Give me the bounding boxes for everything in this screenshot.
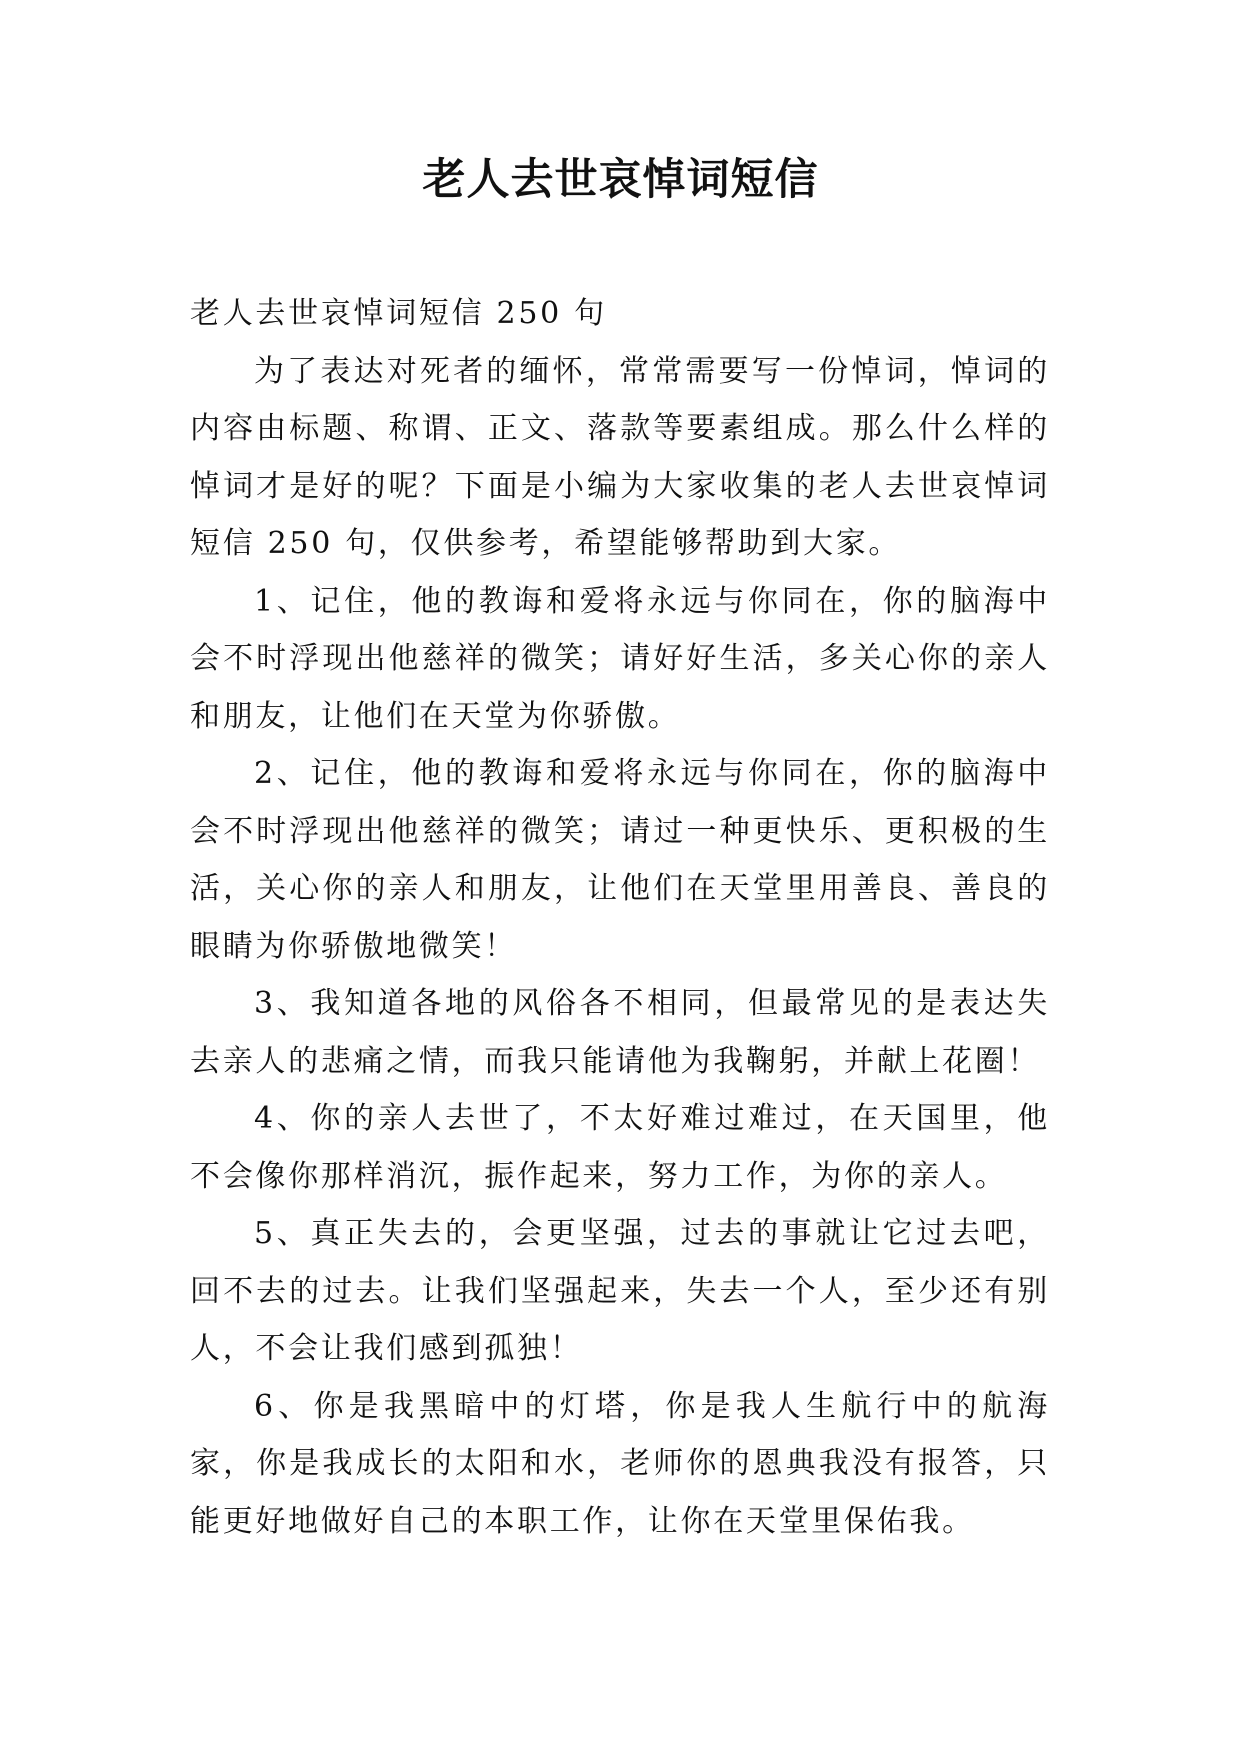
list-item: 3、我知道各地的风俗各不相同，但最常见的是表达失去亲人的悲痛之情，而我只能请他为我鞠躬，并献上花圈！ [190, 986, 1050, 1079]
list-item: 4、你的亲人去世了，不太好难过难过，在天国里，他不会像你那样消沉，振作起来，努力工作，为你的亲人。 [190, 1101, 1050, 1194]
list-item: 2、记住，他的教诲和爱将永远与你同在，你的脑海中会不时浮现出他慈祥的微笑；请过一种更快乐、更积极的生活，关心你的亲人和朋友，让他们在天堂里用善良、善良的眼睛为你骄傲地微笑！ [190, 756, 1050, 964]
list-item: 1、记住，他的教诲和爱将永远与你同在，你的脑海中会不时浮现出他慈祥的微笑；请好好生活，多关心你的亲人和朋友，让他们在天堂为你骄傲。 [190, 583, 1050, 734]
intro-paragraph: 为了表达对死者的缅怀，常常需要写一份悼词，悼词的内容由标题、称谓、正文、落款等要素组成。那么什么样的悼词才是好的呢？下面是小编为大家收集的老人去世哀悼词短信 250 句，仅供参考，希望能够帮助到大家。 [190, 353, 1050, 561]
document-subtitle: 老人去世哀悼词短信 250 句 [190, 296, 607, 331]
document-body [190, 285, 1050, 1550]
document-title: 老人去世哀悼词短信 [422, 155, 819, 205]
list-item: 5、真正失去的，会更坚强，过去的事就让它过去吧，回不去的过去。让我们坚强起来，失去一个人，至少还有别人，不会让我们感到孤独！ [190, 1216, 1050, 1366]
list-item: 6、你是我黑暗中的灯塔，你是我人生航行中的航海家，你是我成长的太阳和水，老师你的恩典我没有报答，只能更好地做好自己的本职工作，让你在天堂里保佑我。 [190, 1388, 1050, 1539]
